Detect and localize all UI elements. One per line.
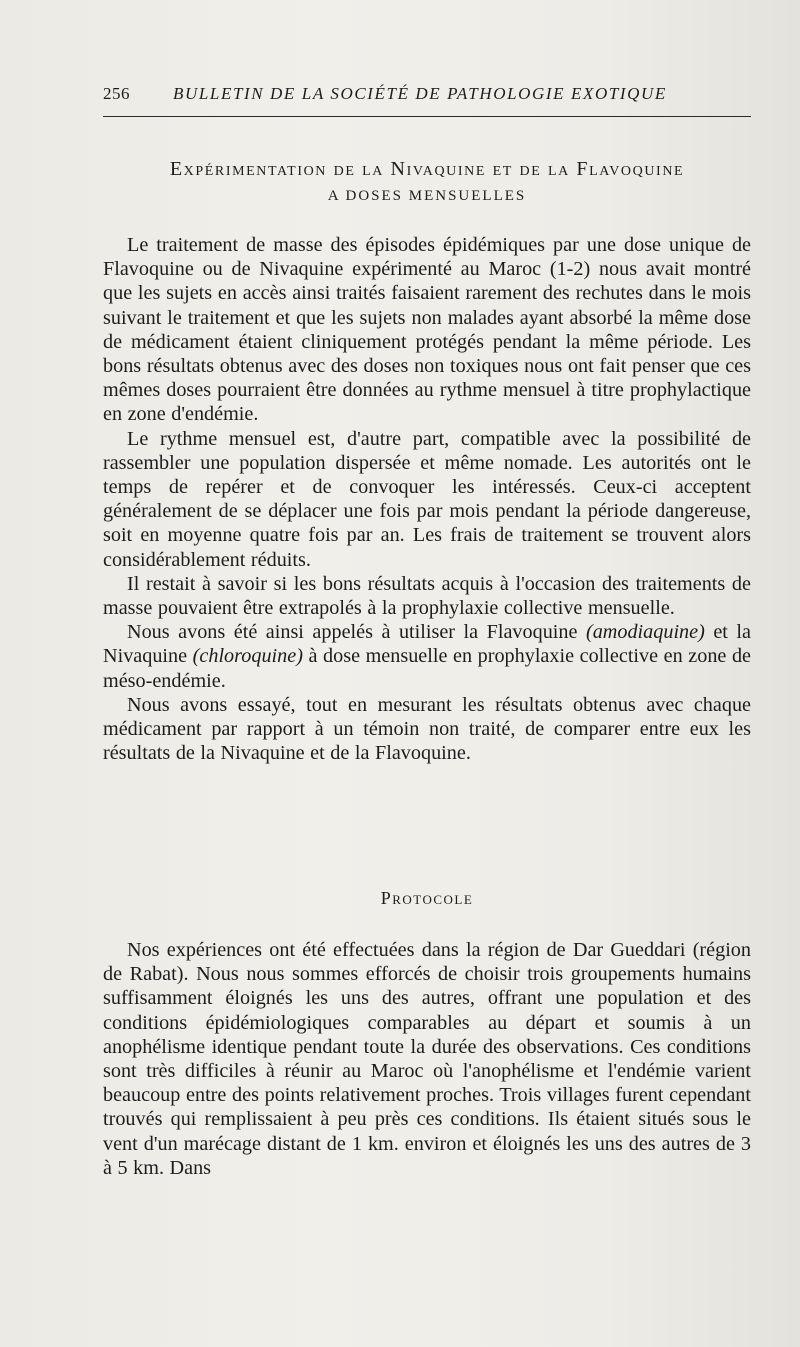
section-body [103, 938, 751, 1180]
paragraph: Le rythme mensuel est, d'autre part, compatible avec la possibilité de rassembler une population dispersée et même nomade. Les autorités ont le temps de repérer et de convoquer les intéressés. Ceux-ci acceptent généralement de se déplacer une fois par mois pendant la période dangereuse, soit en moyenne quatre fois par an. Les frais de traitement se trouvent alors considérablement réduits. [103, 427, 751, 571]
paragraph: Nos expériences ont été effectuées dans la région de Dar Gueddari (région de Rabat). Nous nous sommes efforcés de choisir trois groupements humains suffisamment éloignés les uns des autres, offrant une population et des conditions épidémiologiques comparables au départ et soumis à un anophélisme identique pendant toute la durée des observations. Ces conditions sont très difficiles à réunir au Maroc où l'anophélisme et l'endémie varient beaucoup entre des points relativement proches. Trois villages furent cependant trouvés qui remplissaient à peu près ces conditions. Ils étaient situés sous le vent d'un marécage distant de 1 km. environ et éloignés les uns des autres de 3 à 5 km. Dans [103, 939, 751, 1179]
paragraph-text: à dose mensuelle en prophylaxie collective en zone de méso-endémie. [103, 645, 752, 692]
section-subtitle: A DOSES MENSUELLES [327, 188, 527, 204]
page-header [103, 84, 751, 110]
paragraph: Nous avons essayé, tout en mesurant les résultats obtenus avec chaque médicament par rapport à un témoin non traité, de comparer entre eux les résultats de la Nivaquine et de la Flavoquine. [103, 693, 751, 765]
italic-term: (amodiaquine) [585, 621, 705, 644]
page-number: 256 [103, 84, 130, 103]
section-title: Protocole [380, 888, 474, 908]
section-body [103, 233, 751, 765]
paragraph-text: et la Nivaquine [103, 621, 751, 668]
paragraph: Le traitement de masse des épisodes épidémiques par une dose unique de Flavoquine ou de Nivaquine expérimenté au Maroc (1-2) nous avait montré que les sujets en accès ainsi traités faisaient rarement des rechutes dans le mois suivant le traitement et que les sujets non malades ayant absorbé la même dose de médicament étaient cliniquement protégés pendant la même période. Les bons résultats obtenus avec des doses non toxiques nous ont fait penser que ces mêmes doses pourraient être données au rythme mensuel à titre prophylactique en zone d'endémie. [103, 234, 751, 426]
paragraph [103, 620, 751, 693]
paragraph: Il restait à savoir si les bons résultats acquis à l'occasion des traitements de masse pouvaient être extrapolés à la prophylaxie collective mensuelle. [103, 572, 751, 620]
running-title: BULLETIN DE LA SOCIÉTÉ DE PATHOLOGIE EXOTIQUE [173, 84, 667, 103]
paragraph-text: Nous avons été ainsi appelés à utiliser la Flavoquine [127, 621, 586, 644]
italic-term: (chloroquine) [192, 645, 303, 668]
header-rule [103, 116, 751, 117]
section-title: Expérimentation de la Nivaquine et de la Flavoquine [169, 158, 685, 180]
